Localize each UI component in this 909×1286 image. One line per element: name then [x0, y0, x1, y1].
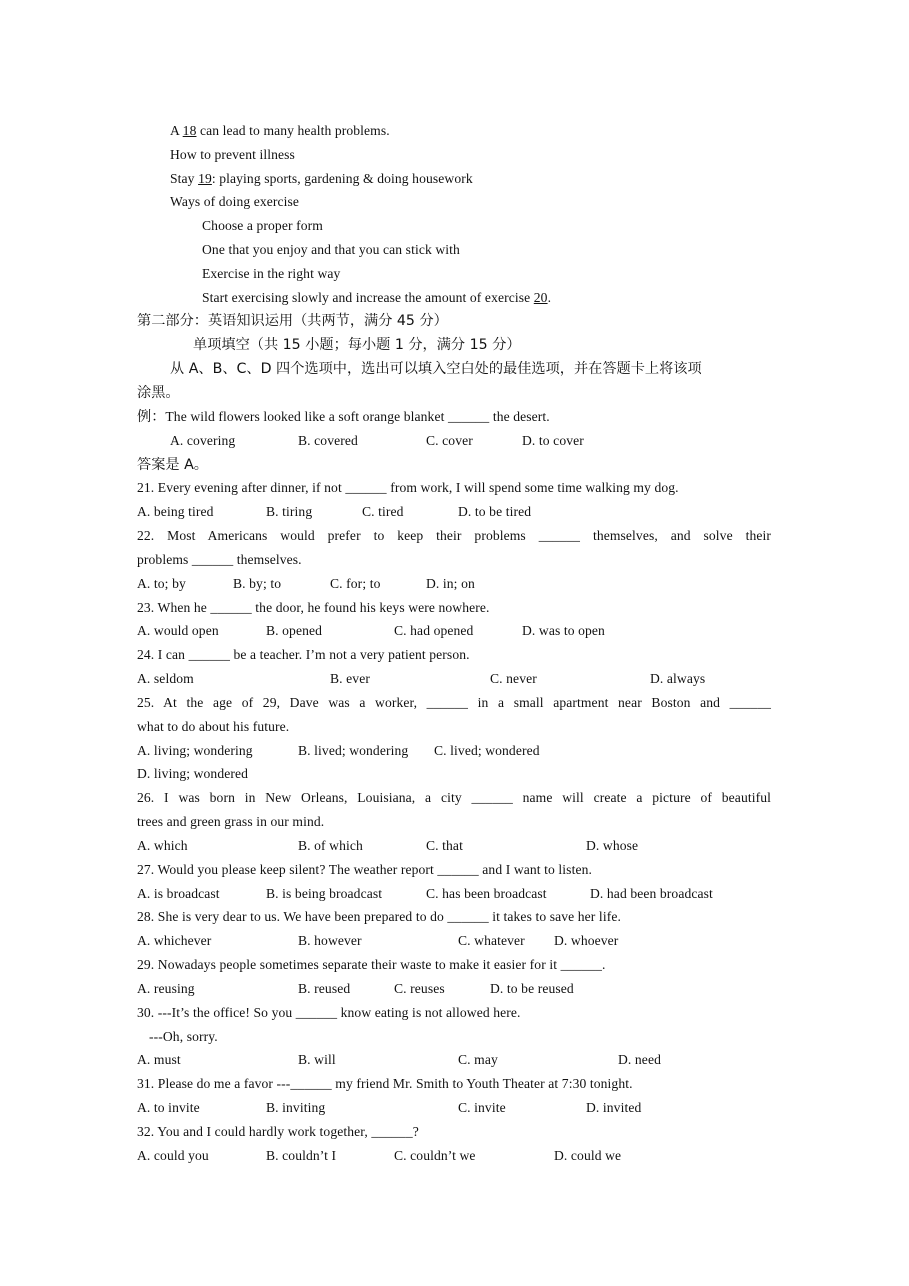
instruction-line-1: 从 A、B、C、D 四个选项中，选出可以填入空白处的最佳选项，并在答题卡上将该项 [170, 361, 702, 377]
example-option-c: C. cover [426, 433, 473, 448]
q29-option-d: D. to be reused [490, 981, 574, 996]
outline-text: : playing sports, gardening & doing housework [211, 171, 473, 186]
q32-option-a: A. could you [137, 1148, 209, 1163]
question-21: 21. Every evening after dinner, if not ______ from work, I will spend some time walking my dog. [137, 480, 679, 495]
q27-option-b: B. is being broadcast [266, 886, 383, 901]
question-29: 29. Nowadays people sometimes separate their waste to make it easier for it ______. [137, 957, 606, 972]
q24-option-b: B. ever [330, 671, 370, 686]
outline-text: . [547, 290, 552, 305]
outline-line-3 [170, 170, 473, 188]
blank-number-18: 18 [182, 123, 197, 138]
example-stem: The wild flowers looked like a soft orange blanket ______ the desert. [165, 409, 550, 424]
question-22-line-1: 22. Most Americans would prefer to keep their problems ______ themselves, and solve their [137, 528, 771, 543]
question-32: 32. You and I could hardly work together, ______? [137, 1124, 419, 1139]
q24-option-c: C. never [490, 671, 537, 686]
q30-option-c: C. may [458, 1052, 498, 1067]
q30-option-d: D. need [618, 1052, 661, 1067]
q24-option-a: A. seldom [137, 671, 194, 686]
instruction-line-2: 涂黑。 [137, 385, 180, 401]
question-25-line-1: 25. At the age of 29, Dave was a worker, ______ in a small apartment near Boston and ______ [137, 695, 771, 710]
question-22-line-2: problems ______ themselves. [137, 552, 302, 567]
q30-option-b: B. will [298, 1052, 336, 1067]
q28-option-a: A. whichever [137, 933, 212, 948]
outline-line-4: Ways of doing exercise [170, 194, 300, 209]
q22-option-a: A. to; by [137, 576, 186, 591]
q25-option-b: B. lived; wondering [298, 743, 409, 758]
q29-option-a: A. reusing [137, 981, 195, 996]
question-25-line-2: what to do about his future. [137, 719, 290, 734]
q26-option-b: B. of which [298, 838, 363, 853]
q28-option-b: B. however [298, 933, 362, 948]
q21-option-b: B. tiring [266, 504, 313, 519]
q28-option-d: D. whoever [554, 933, 619, 948]
q31-option-c: C. invite [458, 1100, 506, 1115]
q25-option-a: A. living; wondering [137, 743, 253, 758]
q26-option-d: D. whose [586, 838, 639, 853]
outline-line-5: Choose a proper form [202, 218, 323, 233]
q32-option-c: C. couldn’t we [394, 1148, 476, 1163]
outline-line-8 [202, 289, 551, 307]
q28-option-c: C. whatever [458, 933, 525, 948]
outline-line-1 [170, 122, 390, 140]
question-27: 27. Would you please keep silent? The weather report ______ and I want to listen. [137, 862, 592, 877]
question-31: 31. Please do me a favor ---______ my friend Mr. Smith to Youth Theater at 7:30 tonight. [137, 1076, 633, 1091]
example-option-a: A. covering [170, 433, 236, 448]
example-answer: 答案是 A。 [137, 457, 208, 473]
q23-option-c: C. had opened [394, 623, 474, 638]
example-option-d: D. to cover [522, 433, 584, 448]
example-label: 例： [137, 409, 166, 425]
q32-option-d: D. could we [554, 1148, 622, 1163]
section-subheading: 单项填空（共 15 小题；每小题 1 分，满分 15 分） [193, 337, 521, 353]
blank-number-19: 19 [198, 171, 212, 186]
section-heading: 第二部分：英语知识运用（共两节，满分 45 分） [137, 313, 448, 329]
q27-option-d: D. had been broadcast [590, 886, 713, 901]
q23-option-d: D. was to open [522, 623, 605, 638]
question-26-line-2: trees and green grass in our mind. [137, 814, 325, 829]
q27-option-a: A. is broadcast [137, 886, 220, 901]
q26-option-c: C. that [426, 838, 463, 853]
q22-option-b: B. by; to [233, 576, 282, 591]
example-option-b: B. covered [298, 433, 358, 448]
q23-option-b: B. opened [266, 623, 323, 638]
question-30-line-2: ---Oh, sorry. [149, 1029, 218, 1044]
q31-option-d: D. invited [586, 1100, 642, 1115]
q22-option-d: D. in; on [426, 576, 475, 591]
question-30-line-1: 30. ---It’s the office! So you ______ know eating is not allowed here. [137, 1005, 521, 1020]
q29-option-c: C. reuses [394, 981, 445, 996]
example-question [137, 408, 550, 426]
outline-text: Start exercising slowly and increase the amount of exercise [202, 290, 534, 305]
question-28: 28. She is very dear to us. We have been prepared to do ______ it takes to save her life. [137, 909, 621, 924]
q22-option-c: C. for; to [330, 576, 381, 591]
outline-line-2: How to prevent illness [170, 147, 295, 162]
q25-option-c: C. lived; wondered [434, 743, 540, 758]
q27-option-c: C. has been broadcast [426, 886, 547, 901]
q24-option-d: D. always [650, 671, 706, 686]
q21-option-a: A. being tired [137, 504, 214, 519]
q26-option-a: A. which [137, 838, 188, 853]
question-23: 23. When he ______ the door, he found his keys were nowhere. [137, 600, 490, 615]
blank-number-20: 20 [533, 290, 548, 305]
q21-option-d: D. to be tired [458, 504, 532, 519]
outline-line-6: One that you enjoy and that you can stick with [202, 242, 460, 257]
q32-option-b: B. couldn’t I [266, 1148, 337, 1163]
outline-line-7: Exercise in the right way [202, 266, 341, 281]
q29-option-b: B. reused [298, 981, 351, 996]
q31-option-a: A. to invite [137, 1100, 200, 1115]
question-24: 24. I can ______ be a teacher. I’m not a very patient person. [137, 647, 470, 662]
q21-option-c: C. tired [362, 504, 404, 519]
outline-text: A [170, 123, 183, 138]
outline-text: Stay [170, 171, 199, 186]
outline-text: can lead to many health problems. [196, 123, 390, 138]
q25-option-d: D. living; wondered [137, 766, 249, 781]
question-26-line-1: 26. I was born in New Orleans, Louisiana, a city ______ name will create a picture of beautiful [137, 790, 771, 805]
q30-option-a: A. must [137, 1052, 181, 1067]
q31-option-b: B. inviting [266, 1100, 326, 1115]
q23-option-a: A. would open [137, 623, 219, 638]
